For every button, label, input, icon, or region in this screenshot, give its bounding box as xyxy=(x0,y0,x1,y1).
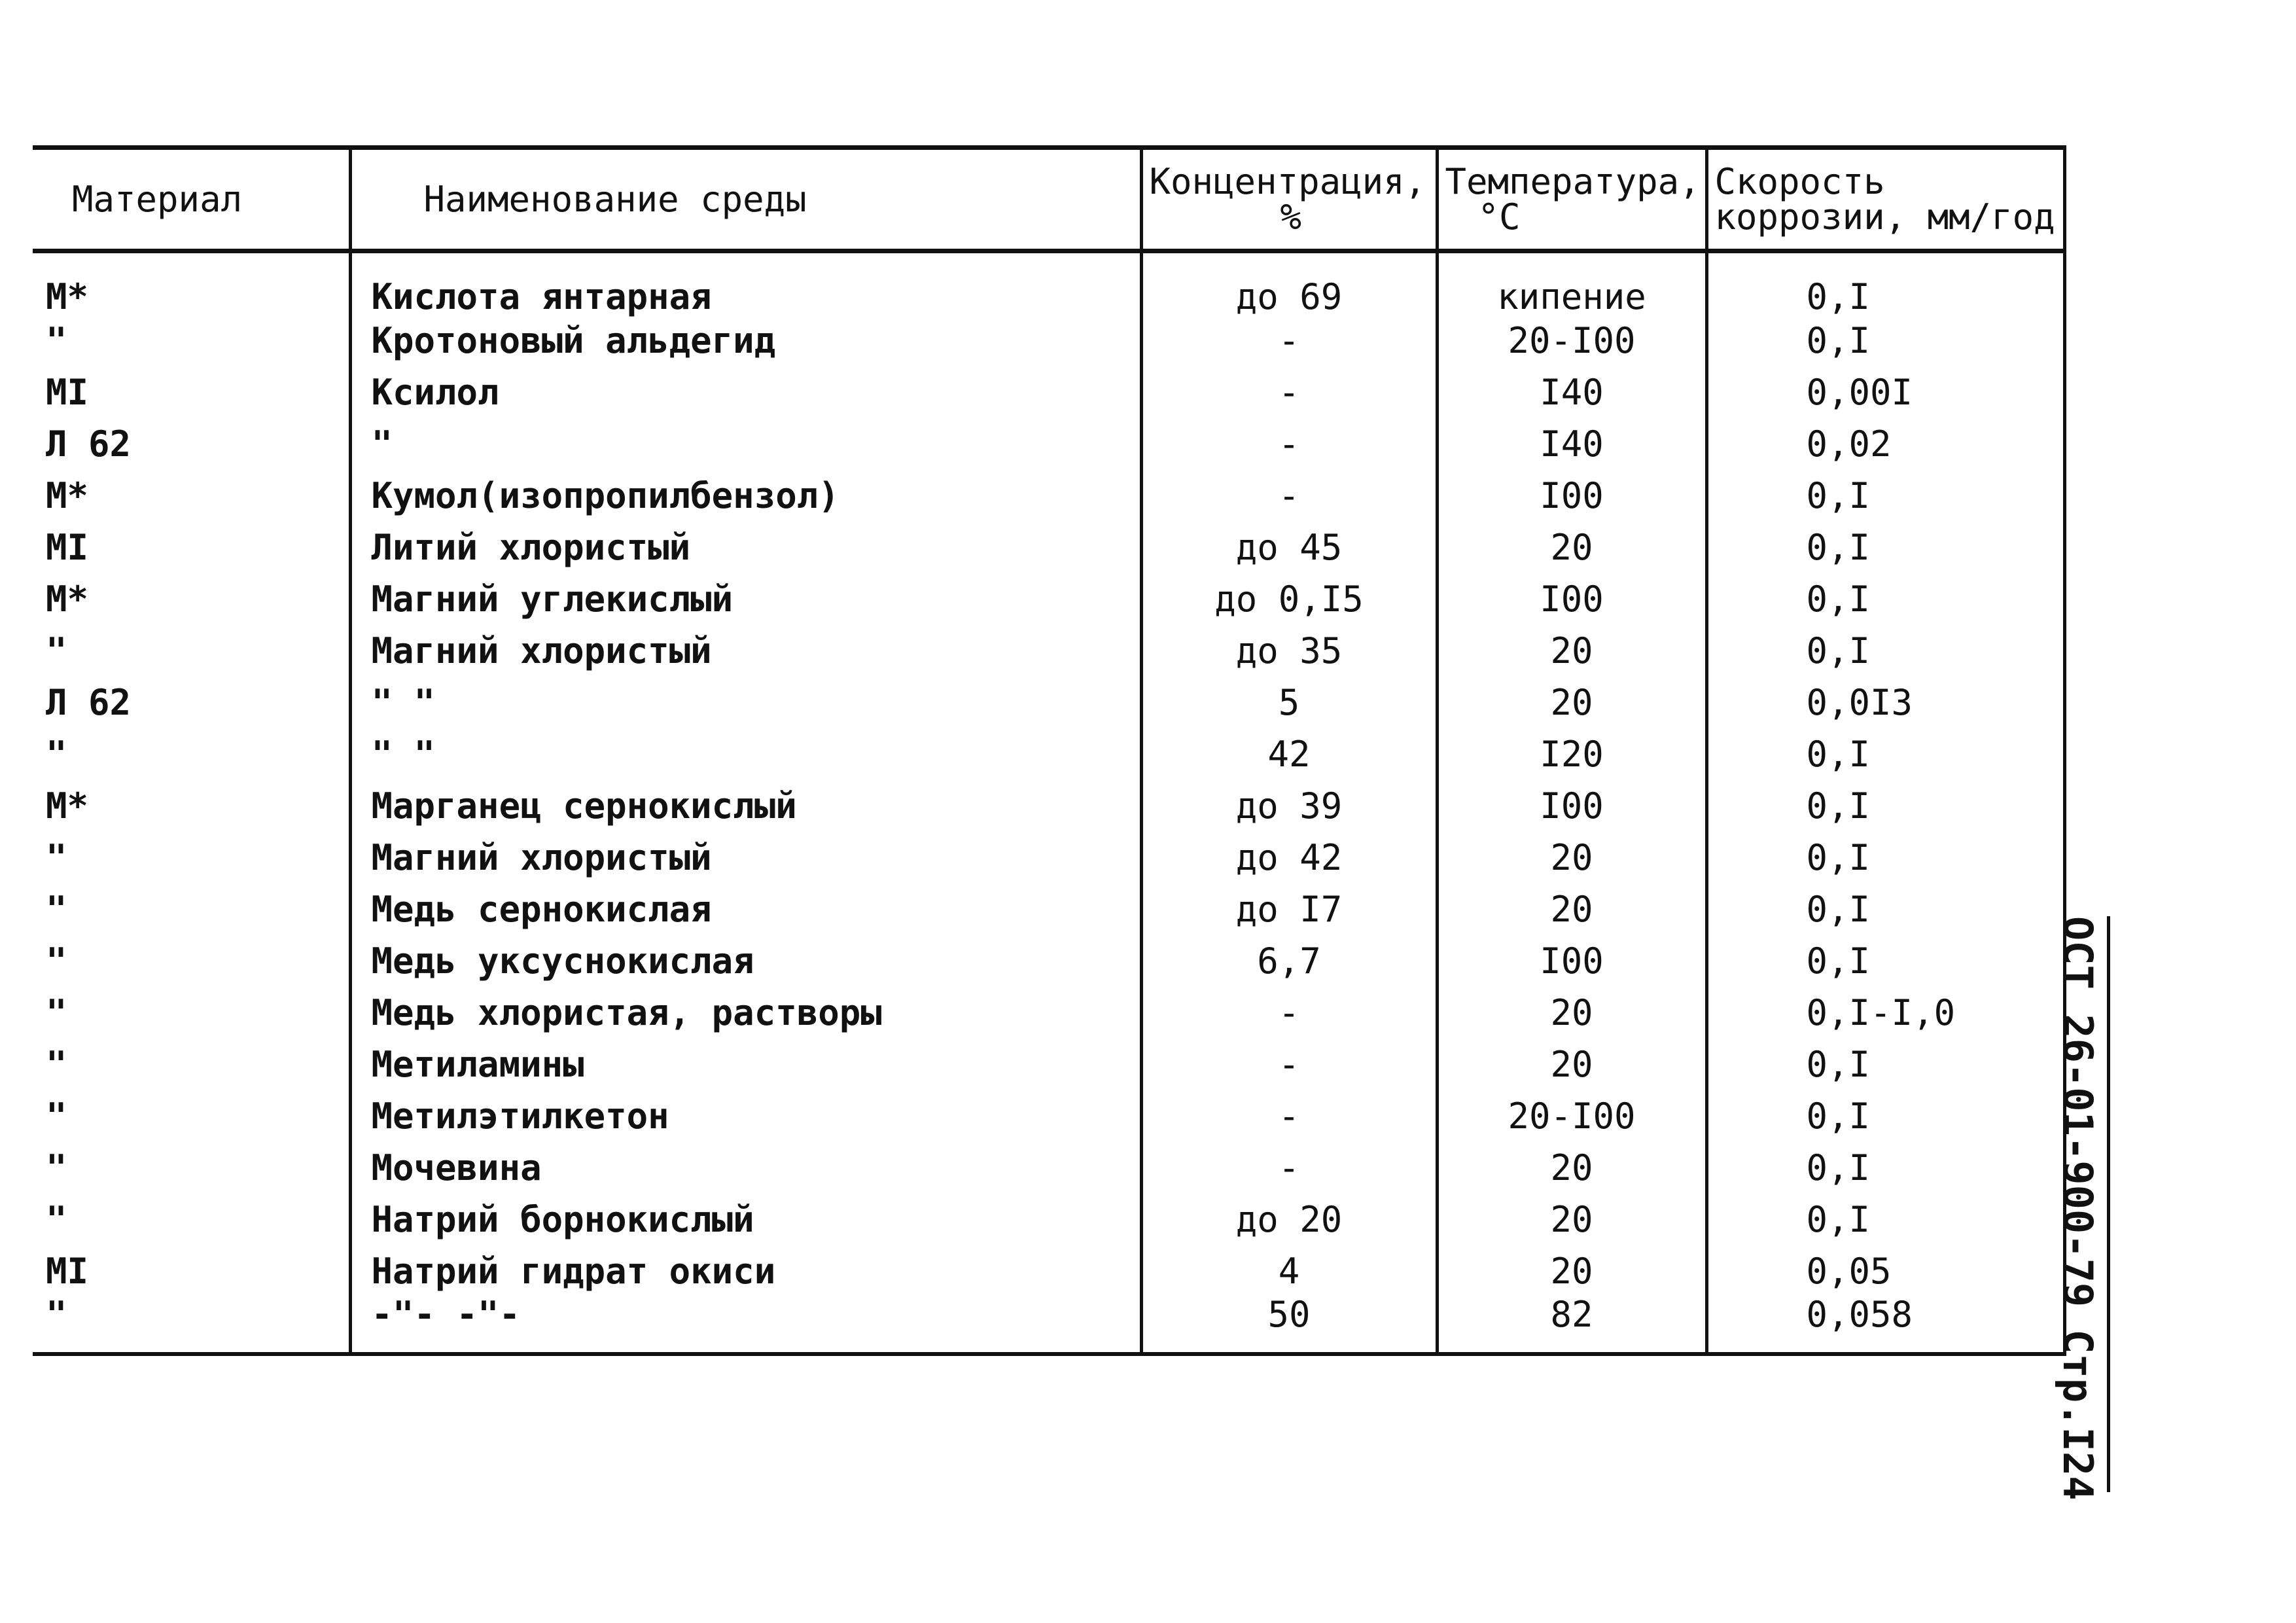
cell-temperature: 20-I00 xyxy=(1437,1090,1706,1142)
cell-corrosion-rate: 0,I xyxy=(1706,522,2064,573)
cell-material: М* xyxy=(33,470,350,522)
cell-medium: Кислота янтарная xyxy=(350,251,1141,315)
cell-temperature: 20 xyxy=(1437,883,1706,935)
cell-temperature: 20 xyxy=(1437,677,1706,728)
table-row xyxy=(33,418,2064,470)
cell-concentration: 50 xyxy=(1141,1297,1437,1354)
cell-corrosion-rate: 0,I xyxy=(1706,1090,2064,1142)
cell-concentration: 4 xyxy=(1141,1245,1437,1297)
cell-material: " xyxy=(33,1194,350,1245)
cell-concentration: до 69 xyxy=(1141,251,1437,315)
cell-material: " xyxy=(33,728,350,780)
cell-corrosion-rate: 0,I-I,0 xyxy=(1706,987,2064,1039)
cell-temperature: I00 xyxy=(1437,573,1706,625)
cell-temperature: I40 xyxy=(1437,366,1706,418)
cell-concentration: до 45 xyxy=(1141,522,1437,573)
table-row xyxy=(33,832,2064,883)
cell-corrosion-rate: 0,I xyxy=(1706,883,2064,935)
margin-stamp xyxy=(2054,916,2123,1501)
cell-temperature: 20 xyxy=(1437,1245,1706,1297)
cell-material: МI xyxy=(33,1245,350,1297)
cell-concentration: до 42 xyxy=(1141,832,1437,883)
header-temperature-unit: °C xyxy=(1477,196,1521,238)
cell-medium: Натрий борнокислый xyxy=(350,1194,1141,1245)
table-row xyxy=(33,1297,2064,1354)
margin-stamp-text xyxy=(2045,916,2110,1501)
cell-temperature: 20-I00 xyxy=(1437,315,1706,366)
header-material: Материал xyxy=(33,148,350,251)
cell-medium: " xyxy=(350,418,1141,470)
cell-corrosion-rate: 0,I xyxy=(1706,832,2064,883)
cell-temperature: 20 xyxy=(1437,1039,1706,1090)
cell-material: Л 62 xyxy=(33,677,350,728)
cell-concentration: - xyxy=(1141,418,1437,470)
header-corrosion-label: Скорость xyxy=(1714,160,1885,202)
cell-medium: Мочевина xyxy=(350,1142,1141,1194)
cell-corrosion-rate: 0,058 xyxy=(1706,1297,2064,1354)
header-row xyxy=(33,148,2064,251)
cell-medium: Медь сернокислая xyxy=(350,883,1141,935)
cell-material: " xyxy=(33,935,350,987)
cell-corrosion-rate: 0,00I xyxy=(1706,366,2064,418)
cell-material: " xyxy=(33,1142,350,1194)
cell-medium: Магний хлористый xyxy=(350,832,1141,883)
cell-corrosion-rate: 0,I xyxy=(1706,470,2064,522)
header-concentration-unit: % xyxy=(1280,196,1302,238)
table-row xyxy=(33,315,2064,366)
cell-corrosion-rate: 0,05 xyxy=(1706,1245,2064,1297)
cell-concentration: - xyxy=(1141,1142,1437,1194)
cell-corrosion-rate: 0,I xyxy=(1706,728,2064,780)
cell-material: " xyxy=(33,1297,350,1354)
cell-corrosion-rate: 0,I xyxy=(1706,1039,2064,1090)
table-row xyxy=(33,1194,2064,1245)
cell-corrosion-rate: 0,02 xyxy=(1706,418,2064,470)
cell-temperature: I40 xyxy=(1437,418,1706,470)
corrosion-table xyxy=(33,145,2066,1356)
table-row xyxy=(33,780,2064,832)
cell-temperature: 82 xyxy=(1437,1297,1706,1354)
cell-medium: Ксилол xyxy=(350,366,1141,418)
cell-medium: Марганец сернокислый xyxy=(350,780,1141,832)
cell-temperature: 20 xyxy=(1437,987,1706,1039)
header-concentration xyxy=(1141,148,1437,251)
cell-material: " xyxy=(33,832,350,883)
cell-corrosion-rate: 0,I xyxy=(1706,1194,2064,1245)
cell-material: МI xyxy=(33,366,350,418)
table-row xyxy=(33,728,2064,780)
cell-corrosion-rate: 0,I xyxy=(1706,625,2064,677)
table-body xyxy=(33,251,2064,1355)
cell-material: " xyxy=(33,315,350,366)
header-temperature xyxy=(1437,148,1706,251)
cell-temperature: 20 xyxy=(1437,832,1706,883)
cell-concentration: до 20 xyxy=(1141,1194,1437,1245)
cell-material: " xyxy=(33,987,350,1039)
cell-medium: Метилэтилкетон xyxy=(350,1090,1141,1142)
cell-material: М* xyxy=(33,251,350,315)
cell-medium: Литий хлористый xyxy=(350,522,1141,573)
cell-concentration: - xyxy=(1141,315,1437,366)
cell-concentration: - xyxy=(1141,987,1437,1039)
cell-medium: Натрий гидрат окиси xyxy=(350,1245,1141,1297)
cell-material: " xyxy=(33,1039,350,1090)
cell-concentration: до I7 xyxy=(1141,883,1437,935)
table-row xyxy=(33,625,2064,677)
cell-corrosion-rate: 0,I xyxy=(1706,315,2064,366)
table-row xyxy=(33,522,2064,573)
cell-medium: Медь уксуснокислая xyxy=(350,935,1141,987)
table-row xyxy=(33,1245,2064,1297)
cell-material: М* xyxy=(33,573,350,625)
cell-material: " xyxy=(33,625,350,677)
table-row xyxy=(33,470,2064,522)
cell-material: МI xyxy=(33,522,350,573)
table-row xyxy=(33,366,2064,418)
page-number: Стр.I24 xyxy=(2054,1329,2102,1501)
cell-temperature: 20 xyxy=(1437,625,1706,677)
header-corrosion-rate xyxy=(1706,148,2064,251)
header-corrosion-label-line2: коррозии, мм/год xyxy=(1714,196,2055,238)
cell-medium: -"- -"- xyxy=(350,1297,1141,1354)
table-row xyxy=(33,251,2064,315)
cell-material: " xyxy=(33,883,350,935)
header-medium: Наименование среды xyxy=(350,148,1141,251)
cell-material: " xyxy=(33,1090,350,1142)
table-header xyxy=(33,148,2064,251)
cell-temperature: 20 xyxy=(1437,522,1706,573)
table-row xyxy=(33,1090,2064,1142)
cell-concentration: - xyxy=(1141,366,1437,418)
table-row xyxy=(33,677,2064,728)
cell-medium: " " xyxy=(350,677,1141,728)
cell-medium: Кумол(изопропилбензол) xyxy=(350,470,1141,522)
table-row xyxy=(33,883,2064,935)
cell-temperature: I00 xyxy=(1437,470,1706,522)
cell-concentration: - xyxy=(1141,1039,1437,1090)
cell-concentration: - xyxy=(1141,470,1437,522)
cell-concentration: до 35 xyxy=(1141,625,1437,677)
cell-medium: Метиламины xyxy=(350,1039,1141,1090)
document-code: ОСТ 26-01-900-79 xyxy=(2054,916,2102,1308)
cell-medium: Магний хлористый xyxy=(350,625,1141,677)
cell-concentration: 5 xyxy=(1141,677,1437,728)
cell-temperature: I00 xyxy=(1437,780,1706,832)
cell-medium: " " xyxy=(350,728,1141,780)
cell-corrosion-rate: 0,I xyxy=(1706,251,2064,315)
cell-corrosion-rate: 0,I xyxy=(1706,573,2064,625)
cell-concentration: 6,7 xyxy=(1141,935,1437,987)
cell-temperature: 20 xyxy=(1437,1142,1706,1194)
cell-temperature: I00 xyxy=(1437,935,1706,987)
table-row xyxy=(33,573,2064,625)
cell-corrosion-rate: 0,I xyxy=(1706,1142,2064,1194)
table-row xyxy=(33,935,2064,987)
cell-concentration: - xyxy=(1141,1090,1437,1142)
header-temperature-label: Температура, xyxy=(1445,160,1701,202)
cell-concentration: 42 xyxy=(1141,728,1437,780)
cell-temperature: кипение xyxy=(1437,251,1706,315)
cell-temperature: 20 xyxy=(1437,1194,1706,1245)
cell-medium: Кротоновый альдегид xyxy=(350,315,1141,366)
table-row xyxy=(33,987,2064,1039)
cell-corrosion-rate: 0,I xyxy=(1706,935,2064,987)
cell-temperature: I20 xyxy=(1437,728,1706,780)
cell-concentration: до 39 xyxy=(1141,780,1437,832)
cell-concentration: до 0,I5 xyxy=(1141,573,1437,625)
table-row xyxy=(33,1039,2064,1090)
table-row xyxy=(33,1142,2064,1194)
cell-material: М* xyxy=(33,780,350,832)
cell-corrosion-rate: 0,0I3 xyxy=(1706,677,2064,728)
header-concentration-label: Концентрация, xyxy=(1149,160,1426,202)
cell-corrosion-rate: 0,I xyxy=(1706,780,2064,832)
cell-material: Л 62 xyxy=(33,418,350,470)
cell-medium: Магний углекислый xyxy=(350,573,1141,625)
cell-medium: Медь хлористая, растворы xyxy=(350,987,1141,1039)
